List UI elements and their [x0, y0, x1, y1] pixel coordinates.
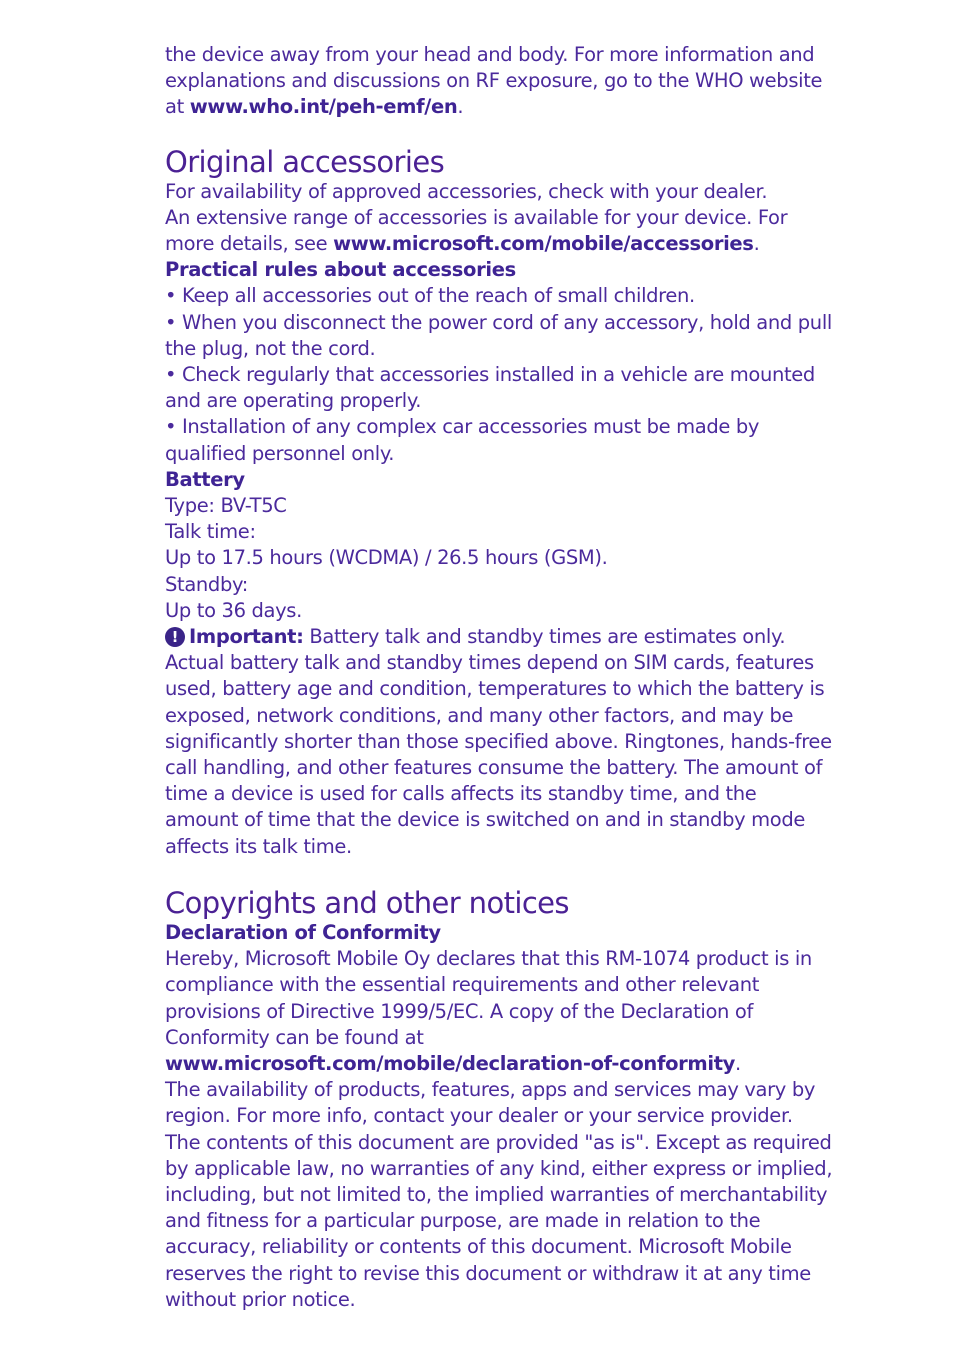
rf-exposure-paragraph: the device away from your head and body. For more information and explanations and discussions on RF exposure, go to the WHO website at www.who.int/peh-emf/en. [165, 43, 823, 119]
practical-rules-heading: Practical rules about accessories [165, 258, 516, 282]
who-link[interactable]: www.who.int/peh-emf/en [189, 95, 458, 119]
copyrights-heading: Copyrights and other notices [165, 885, 569, 920]
important-note: ! Important: Battery talk and standby times are estimates only. Actual battery talk and standby times depend on SIM cards, features used, battery age and condition, temperatures to which the battery is exposed, network conditions, and many other factors, and may be significantly shorter than those specified above. Ringtones, hands-free call handling, and other features consume the battery. The amount of time a device is used for calls affects its standby time, and the amount of time that the device is switched on and in standby mode affects its talk time. [165, 625, 832, 858]
battery-heading: Battery [165, 467, 245, 491]
rule-item: • Installation of any complex car accessories must be made by qualified personnel only. [165, 415, 760, 465]
important-label: Important: [189, 625, 304, 649]
accessories-range-paragraph: An extensive range of accessories is available for your device. For more details, see www.microsoft.com/mobile/accessories. [165, 205, 788, 256]
exclamation-circle-icon: ! [165, 627, 185, 647]
original-accessories-heading: Original accessories [165, 144, 445, 179]
declaration-paragraph: Hereby, Microsoft Mobile Oy declares that this RM-1074 product is in compliance with the essential requirements and other relevant provisions of Directive 1999/5/EC. A copy of the Declaration of Conformity can be found at www.microsoft.com/mobile/declaration-of-conformity. [165, 947, 812, 1075]
disclaimer-paragraph: The contents of this document are provided "as is". Except as required by applicable law, no warranties of any kind, either express or implied, including, but not limited to, the implied warranties of merchantability and fitness for a particular purpose, are made in relation to the accuracy, reliability or contents of this document. Microsoft Mobile reserves the right to revise this document or withdraw it at any time without prior notice. [165, 1130, 833, 1311]
accessories-link[interactable]: www.microsoft.com/mobile/accessories [333, 232, 754, 256]
standby-value: Up to 36 days. [165, 598, 302, 622]
rule-item: • Check regularly that accessories installed in a vehicle are mounted and are operating properly. [165, 363, 815, 413]
availability-paragraph: The availability of products, features, apps and services may vary by region. For more info, contact your dealer or your service provider. [165, 1078, 816, 1128]
rule-item: • Keep all accessories out of the reach of small children. [165, 284, 695, 308]
standby-label: Standby: [165, 572, 248, 596]
rule-item: • When you disconnect the power cord of any accessory, hold and pull the plug, not the cord. [165, 310, 832, 360]
declaration-heading: Declaration of Conformity [165, 920, 441, 944]
document-page [165, 42, 835, 1313]
declaration-link[interactable]: www.microsoft.com/mobile/declaration-of-conformity [165, 1051, 736, 1075]
battery-type: Type: BV-T5C [165, 494, 287, 518]
talk-time-value: Up to 17.5 hours (WCDMA) / 26.5 hours (GSM). [165, 546, 608, 570]
accessories-availability-paragraph: For availability of approved accessories, check with your dealer. [165, 179, 768, 203]
talk-time-label: Talk time: [165, 520, 256, 544]
